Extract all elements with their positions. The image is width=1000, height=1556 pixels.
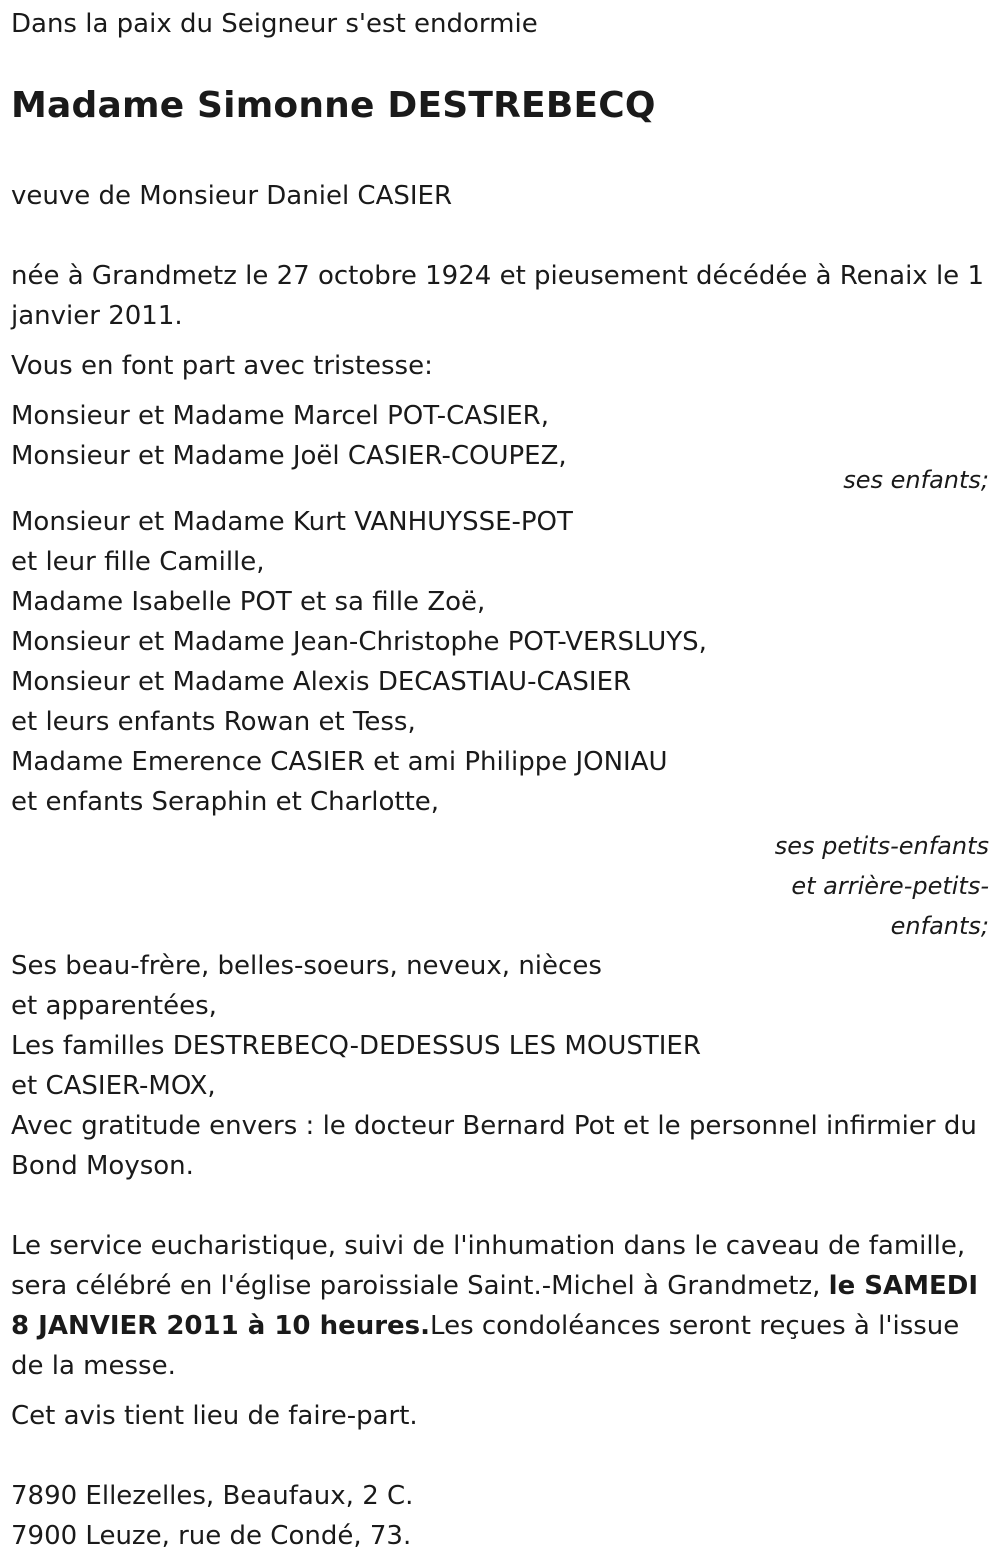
gratitude-text: Avec gratitude envers : le docteur Bernard Pot et le personnel infirmier du Bond Moyson. [11, 1111, 977, 1181]
birth-death-text: née à Grandmetz le 27 octobre 1924 et pieusement décédée à Renaix le 1 janvier 2011. [11, 261, 984, 331]
addresses [11, 1476, 990, 1556]
label-line: et arrière-petits- [791, 872, 989, 900]
label-line: ses petits-enfants [774, 832, 989, 860]
notice-text: Cet avis tient lieu de faire-part. [11, 1401, 418, 1431]
list-item: Les familles DESTREBECQ-DEDESSUS LES MOUSTIER [11, 1031, 701, 1061]
list-item: Ses beau-frère, belles-soeurs, neveux, nièces [11, 951, 602, 981]
service-part2: Les condoléances seront reçues à l'issue de la messe. [11, 1311, 960, 1381]
list-item: Monsieur et Madame Joël CASIER-COUPEZ, [11, 441, 567, 471]
service-part1: Le service eucharistique, suivi de l'inhumation dans le caveau de famille, sera célébré en l'église paroissiale Saint.-Michel à Grandmetz, [11, 1231, 966, 1301]
list-item: et apparentées, [11, 991, 217, 1021]
list-item: Monsieur et Madame Marcel POT-CASIER, [11, 401, 550, 431]
address-line: 7900 Leuze, rue de Condé, 73. [11, 1521, 412, 1551]
list-item: Monsieur et Madame Jean-Christophe POT-VERSLUYS, [11, 627, 707, 657]
list-item: Monsieur et Madame Alexis DECASTIAU-CASIER [11, 667, 632, 697]
list-item: et enfants Seraphin et Charlotte, [11, 787, 440, 817]
announce-text: Vous en font part avec tristesse: [11, 351, 433, 381]
list-item: et leurs enfants Rowan et Tess, [11, 707, 416, 737]
list-item: Madame Emerence CASIER et ami Philippe JONIAU [11, 747, 668, 777]
children-label: ses enfants; [843, 466, 989, 494]
service-text [11, 1226, 990, 1386]
intro-text: Dans la paix du Seigneur s'est endormie [11, 9, 538, 39]
widow-line: veuve de Monsieur Daniel CASIER [11, 181, 453, 211]
service-date: le SAMEDI 8 JANVIER 2011 à 10 heures. [11, 1271, 978, 1341]
label-line: enfants; [890, 912, 989, 940]
list-item: Madame Isabelle POT et sa fille Zoë, [11, 587, 486, 617]
address-line: 7890 Ellezelles, Beaufaux, 2 C. [11, 1481, 414, 1511]
grandchildren-list [11, 502, 990, 822]
list-item: Monsieur et Madame Kurt VANHUYSSE-POT [11, 507, 573, 537]
list-item: et CASIER-MOX, [11, 1071, 216, 1101]
deceased-name: Madame Simonne DESTREBECQ [11, 85, 656, 126]
list-item: et leur fille Camille, [11, 547, 265, 577]
grandchildren-label [11, 826, 990, 946]
relatives-list [11, 946, 990, 1106]
